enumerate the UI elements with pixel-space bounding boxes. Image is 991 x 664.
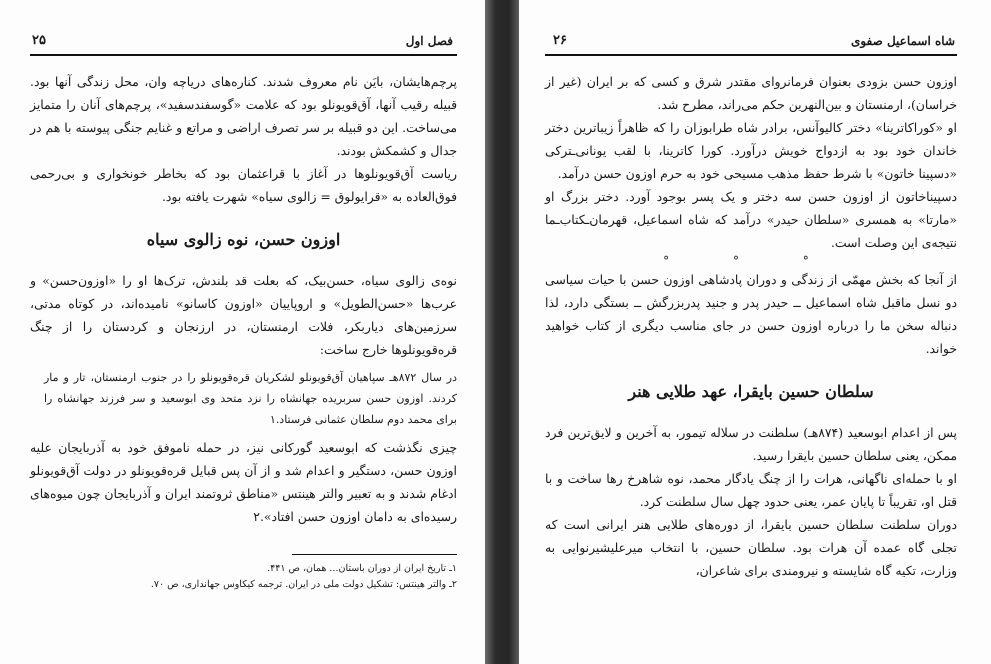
- left-page-body: [30, 70, 457, 528]
- section-separator: ° ° °: [663, 254, 839, 268]
- paragraph: اوزون حسن بزودی بعنوان فرمانروای مقتدر شرق و کسی که بر ایران (غیر از خراسان)، ارمنستان و بین‌النهرین حکم می‌راند، مطرح شد.: [545, 74, 957, 112]
- paragraph: دسپیناخاتون از اوزون حسن سه دختر و یک پسر بوجود آورد. دختر بزرگ او «مارتا» به همسری «سلطان حیدر» درآمد که شاه اسماعیل، قهرمان‌ـکتاب‌ـما نتیجه‌ی این وصلت است.: [545, 189, 957, 250]
- paragraph: او «کوراکاترینا» دختر کالیوآنس، برادر شاه طرابوزان را که ظاهراً زیباترین دختر خاندان خود بود به ازدواج خویش درآورد. کورا کاترینا، با لقب یونانی‌ـترکی «دسپینا خاتون» با شرط حفظ مذهب مسیحی خود به حرم اوزون حسن درآمد.: [545, 120, 957, 181]
- paragraph: ریاست آق‌قویونلوها در آغاز با قراعثمان بود که بخاطر خونخواری و بی‌رحمی فوق‌العاده به «قرایولوق = زالوی سیاه» شهرت یافته بود.: [30, 166, 457, 204]
- footnote: ۱ـ تاریخ ایران از دوران باستان... همان، ص ۴۴۱.: [267, 563, 457, 574]
- section-heading: اوزون حسن، نوه زالوی سیاه: [146, 230, 341, 249]
- block-quote: در سال ۸۷۲هـ سپاهیان آق‌قویونلو لشکریان قره‌قویونلو را در جنوب ارمنستان، تار و مار کردند. اوزون حسن سربریده جهانشاه را نزد متحد وی ابوسعید و سر فرزند جهانشاه را برای محمد دوم سلطان عثمانی فرستاد.۱: [44, 371, 457, 426]
- left-page-header: [30, 32, 457, 56]
- footnote: ۲ـ والتر هینتس: تشکیل دولت ملی در ایران. ترجمه کیکاوس جهانداری، ص ۷۰.: [150, 579, 457, 590]
- chapter-title: فصل اول: [405, 34, 453, 48]
- paragraph: نوه‌ی زالوی سیاه، حسن‌بیک، که بعلت قد بلندش، ترک‌ها او را «اوزون‌حسن» و عرب‌ها «حسن‌الطویل» و اروپاییان «اوزون کاسانو» نامیده‌اند، در کوتاه مدتی، سرزمین‌های دیاربکر، فلات ارمنستان، در ارزنجان و کردستان را از چنگ قره‌قویونلوها خارج ساخت:: [30, 273, 457, 357]
- paragraph: از آنجا که بخش مهمّی از زندگی و دوران پادشاهی اوزون حسن با حیات سیاسی دو نسل ماقبل شاه اسماعیل ــ حیدر پدر و جنید پدربزرگش ــ بستگی دارد، لذا دنباله سخن ما را درباره اوزون حسن در جای مناسب دیگری از کتاب خواهید خواند.: [545, 272, 957, 356]
- paragraph: پس از اعدام ابوسعید (۸۷۴هـ) سلطنت در سلاله تیمور، به آخرین و لایق‌ترین فرد ممکن، یعنی سلطان حسین بایقرا رسید.: [545, 425, 957, 463]
- footnotes: [30, 561, 457, 593]
- paragraph: او با حمله‌ای ناگهانی، هرات را از چنگ یادگار محمد، نوه شاهرخ رها ساخت و با قتل او، تقریباً تا پایان عمر، یعنی حدود چهل سال سلطنت کرد.: [545, 471, 957, 509]
- right-page-header: [545, 32, 957, 56]
- paragraph: چیزی نگذشت که ابوسعید گورکانی نیز، در حمله ناموفق خود به آذربایجان علیه اوزون حسن، دستگیر و اعدام شد و از آن پس قبایل قره‌قویونلو در دولت آق‌قویونلو ادغام شدند و به تعبیر والتر هینتس «مناطق ثروتمند ایران و آذربایجان چون میوه‌های رسیده‌ای به دامان اوزون حسن افتاد».۲: [30, 440, 457, 524]
- page-number-left: ۲۵: [32, 33, 46, 48]
- left-page: [0, 0, 485, 664]
- right-page: [519, 0, 991, 664]
- section-heading: سلطان حسین بایقرا، عهد طلایی هنر: [628, 382, 874, 401]
- paragraph: پرچم‌هایشان، بایَن نام معروف شدند. کناره‌های دریاچه وان، محل زندگی آنها بود. قبیله رقیب آنها، آق‌قویونلو بود که علامت «گوسفندسفید»، پرچم‌های آنان را متمایز می‌ساخت. این دو قبیله بر سر تصرف اراضی و مراتع و غنایم جنگی پیوسته با هم در جدال و کشمکش بودند.: [30, 74, 457, 158]
- footnote-divider: [292, 554, 457, 555]
- book-gutter: [485, 0, 519, 664]
- paragraph: دوران سلطنت سلطان حسین بایقرا، از دوره‌های طلایی هنر ایرانی است که تجلی گاه عمده آن هرات بود. سلطان حسین، با انتخاب میرعلیشیرنوایی به وزارت، تکیه گاه شایسته و نیرومندی برای شاعران،: [545, 517, 957, 578]
- page-number-right: ۲۶: [553, 33, 567, 48]
- book-title: شاه اسماعیل صفوی: [850, 34, 955, 48]
- right-page-body: [545, 70, 957, 582]
